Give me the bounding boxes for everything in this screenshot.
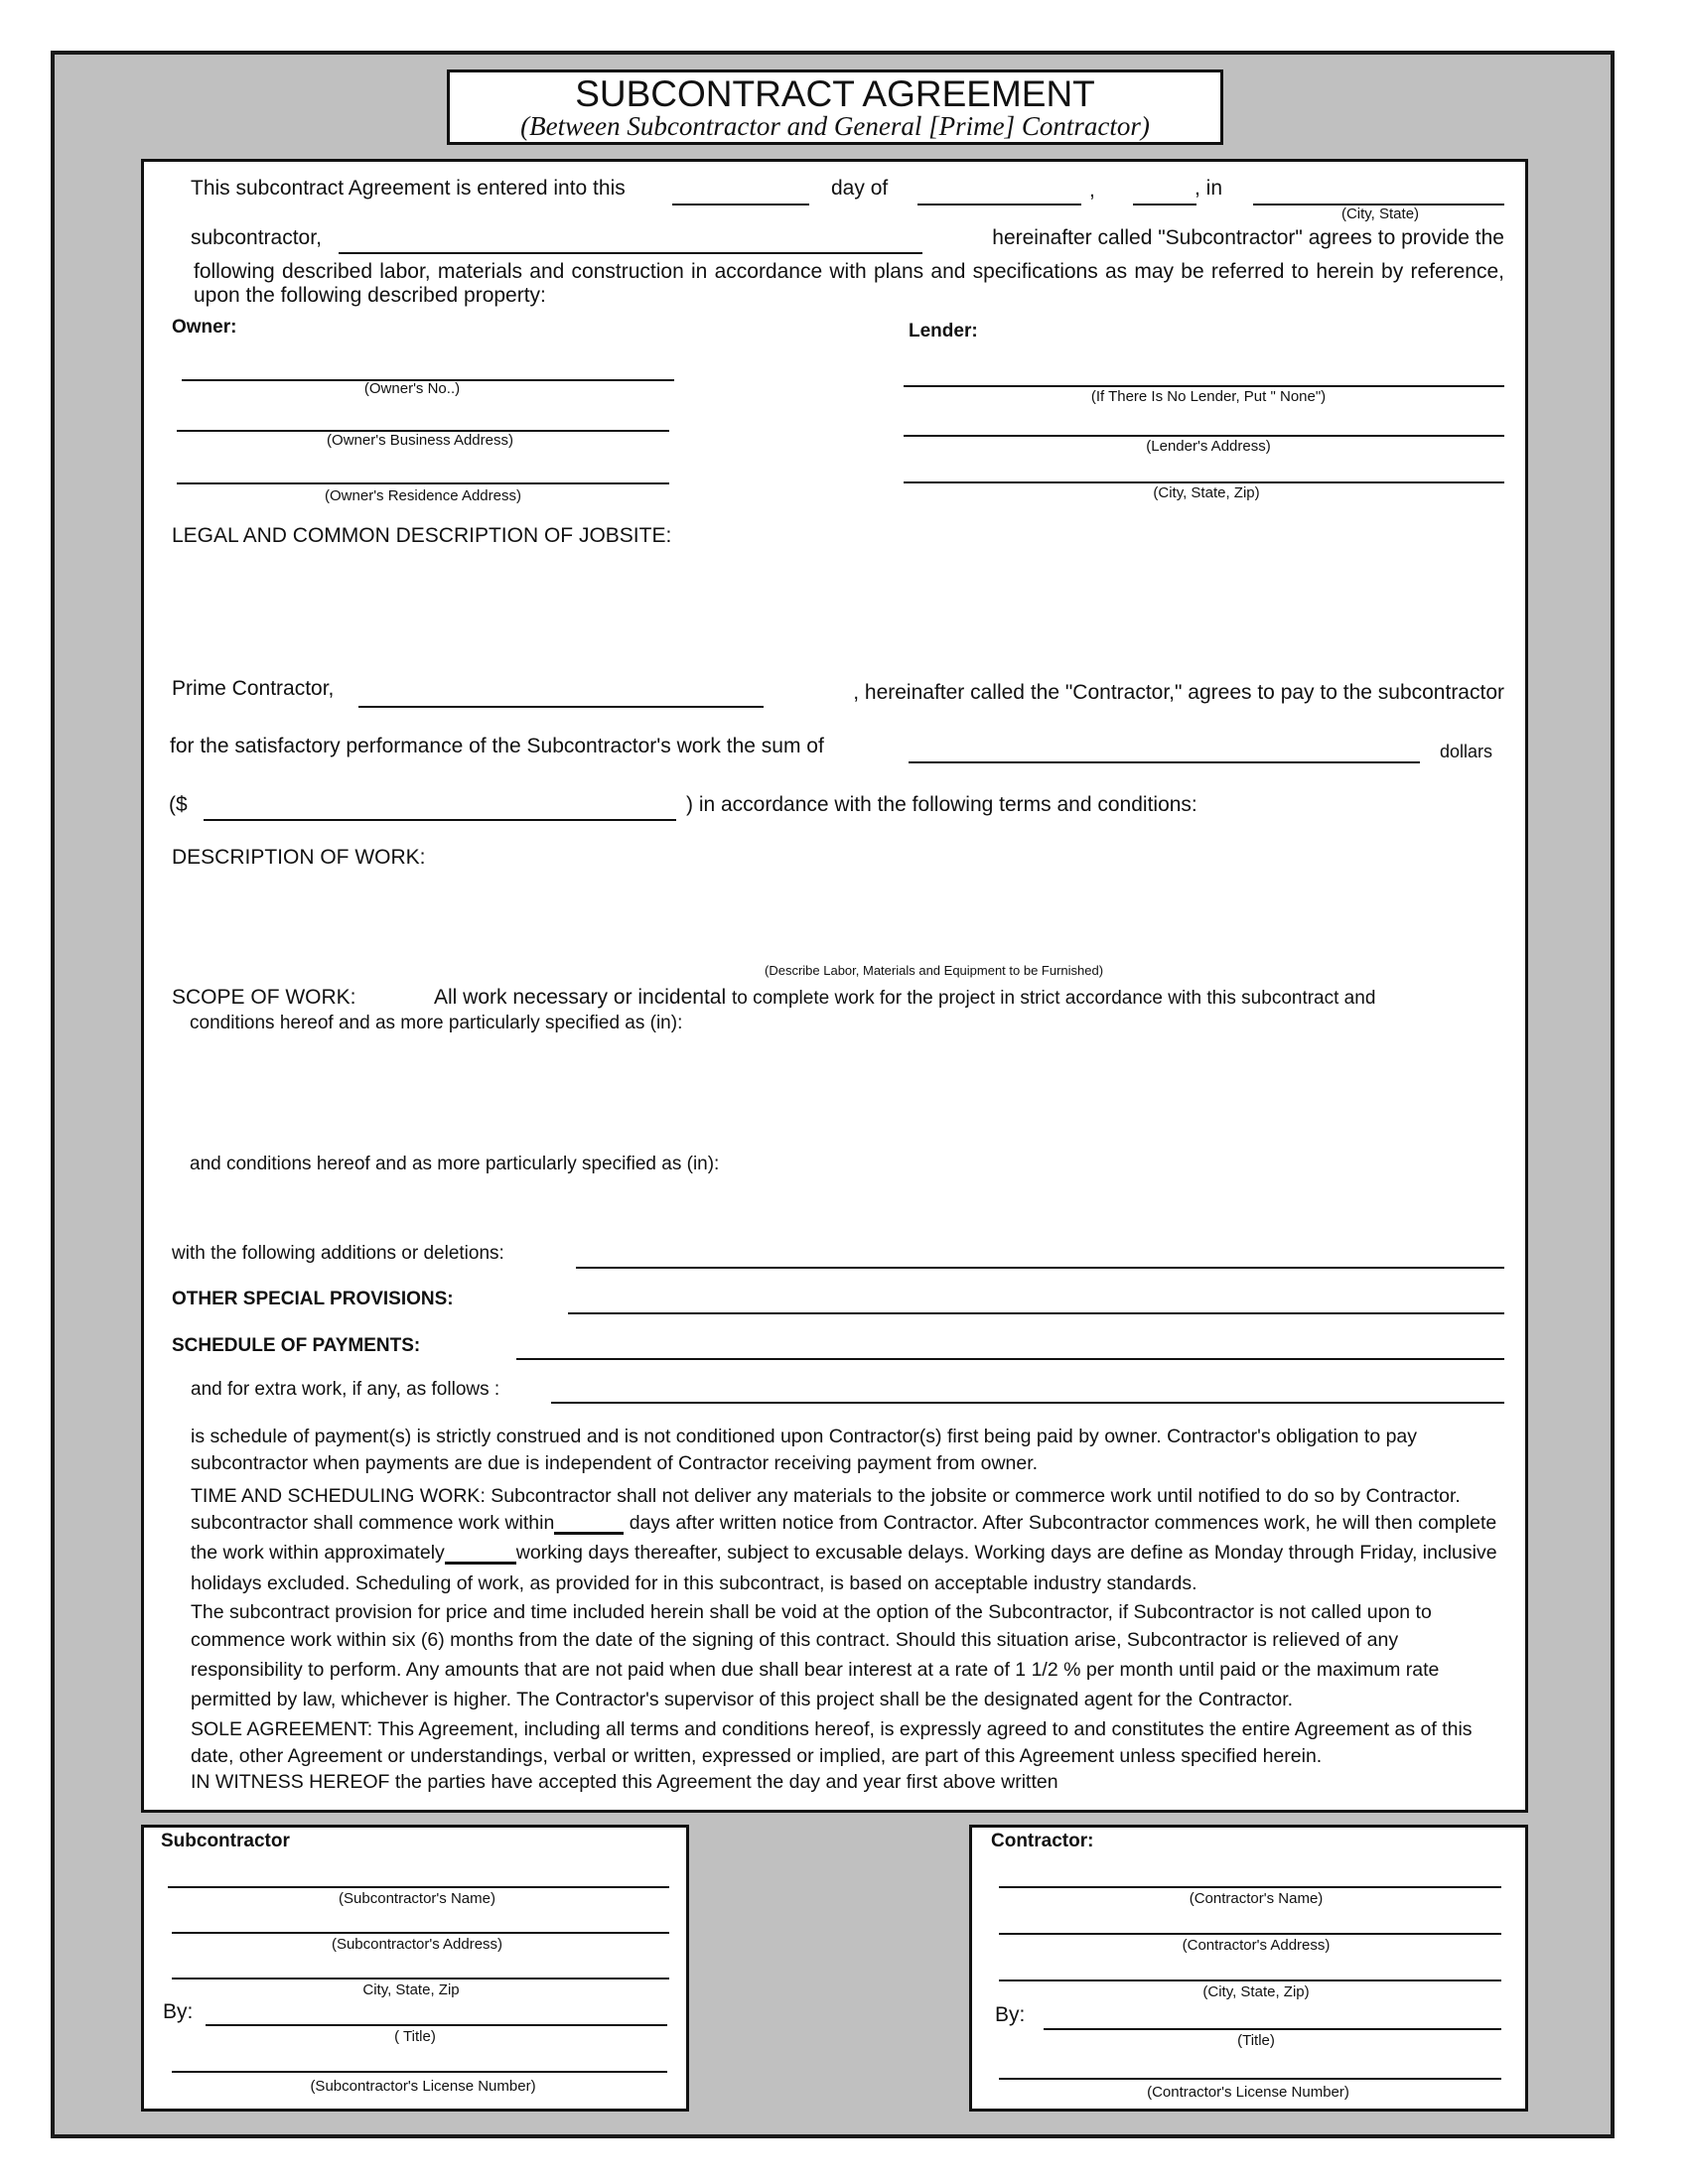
scope-line-2: conditions hereof and as more particularly specified as (in): xyxy=(190,1013,683,1033)
sum-words-field[interactable] xyxy=(909,761,1420,763)
sub-city-field[interactable] xyxy=(172,1978,669,1979)
terms-text: the work within approximately xyxy=(191,1542,445,1564)
extra-work-label: and for extra work, if any, as follows : xyxy=(191,1379,500,1400)
scope-text-b: to complete work for the project in strict accordance with this subcontract and xyxy=(731,988,1376,1009)
owner-no-label: (Owner's No..) xyxy=(363,380,461,397)
terms-text: permitted by law, xyxy=(191,1689,337,1710)
sub-name-field[interactable] xyxy=(168,1886,669,1888)
contractor-signature-box xyxy=(969,1825,1528,2112)
terms-line xyxy=(191,1512,1504,1535)
jobsite-heading: LEGAL AND COMMON DESCRIPTION OF JOBSITE: xyxy=(172,524,672,547)
scope-text xyxy=(434,986,1375,1011)
dollar-sign-text: ($ xyxy=(169,793,188,816)
sub-address-label: (Subcontractor's Address) xyxy=(331,1936,503,1953)
day-of-text: day of xyxy=(831,177,889,200)
owner-residence-address-label: (Owner's Residence Address) xyxy=(325,487,521,504)
additions-field[interactable] xyxy=(576,1267,1504,1269)
terms-line: date, other Agreement or understandings, verbal or written, expressed or implied, are part of this Agreement unless specified herein. xyxy=(191,1745,1323,1767)
subcontractor-sign-label: Subcontractor xyxy=(161,1831,290,1851)
terms-line: commence work within six (6) months from the date of the signing of this contract. Should this situation arise, Subcontractor is relieved of any xyxy=(191,1629,1399,1651)
terms-line: responsibility to perform. Any amounts that are not paid when due shall bear interest at a rate of 1 1/2 % per month until paid or the maximum rate xyxy=(191,1659,1440,1681)
terms-line: SOLE AGREEMENT: This Agreement, including all terms and conditions hereof, is expressly agreed to and constitutes the entire Agreement as of this xyxy=(191,1718,1473,1740)
extra-work-field[interactable] xyxy=(551,1402,1504,1404)
terms-text: working days thereafter, subject to excusable delays. Working days are define as Monday through Friday, inclusive xyxy=(515,1542,1497,1564)
owner-residence-address-field[interactable] xyxy=(177,482,669,484)
contractor-sign-label: Contractor: xyxy=(991,1831,1094,1851)
description-heading: DESCRIPTION OF WORK: xyxy=(172,846,426,869)
lender-address-label: (Lender's Address) xyxy=(1146,438,1271,455)
day-field[interactable] xyxy=(672,204,809,205)
con-city-label: (City, State, Zip) xyxy=(1202,1983,1310,2000)
prime-contractor-label: Prime Contractor, xyxy=(172,677,335,700)
hereinafter-text: hereinafter called "Subcontractor" agrees to provide the xyxy=(992,226,1504,249)
terms-line: is schedule of payment(s) is strictly construed and is not conditioned upon Contractor(s) first being paid by owner. Contractor's obligation to pay xyxy=(191,1426,1418,1447)
year-field[interactable] xyxy=(1133,204,1196,205)
scope-heading: SCOPE OF WORK: xyxy=(172,986,356,1009)
sum-text: for the satisfactory performance of the Subcontractor's work the sum of xyxy=(170,735,824,757)
intro-paragraph xyxy=(194,260,1504,308)
description-hint: (Describe Labor, Materials and Equipment to be Furnished) xyxy=(765,963,1104,978)
con-by-label: By: xyxy=(995,2003,1026,2026)
terms-line: holidays excluded. Scheduling of work, as provided for in this subcontract, is based on acceptable industry standards. xyxy=(191,1572,1197,1594)
prime-contractor-field[interactable] xyxy=(358,706,764,708)
sub-city-label: City, State, Zip xyxy=(362,1981,460,1998)
con-license-label: (Contractor's License Number) xyxy=(1147,2084,1349,2101)
con-name-field[interactable] xyxy=(999,1886,1501,1888)
con-address-field[interactable] xyxy=(999,1933,1501,1935)
special-provisions-label: OTHER SPECIAL PROVISIONS: xyxy=(172,1289,454,1309)
con-city-field[interactable] xyxy=(999,1979,1501,1981)
terms-line: The subcontract provision for price and time included herein shall be void at the option of the Subcontractor, if Subcontractor is not called upon to xyxy=(191,1601,1432,1623)
lender-city-field[interactable] xyxy=(904,481,1504,483)
con-title-field[interactable] xyxy=(1044,2028,1501,2030)
commence-days-field[interactable] xyxy=(554,1512,624,1535)
terms-text: days after written notice from Contractor. After Subcontractor commences work, he will then complete xyxy=(629,1512,1497,1534)
sub-license-field[interactable] xyxy=(172,2071,667,2073)
schedule-payments-label: SCHEDULE OF PAYMENTS: xyxy=(172,1335,421,1356)
document-subtitle: (Between Subcontractor and General [Prime] Contractor) xyxy=(520,111,1150,141)
terms-line xyxy=(191,1689,1504,1710)
schedule-payments-field[interactable] xyxy=(516,1358,1504,1360)
terms-text: whichever is higher. The Contractor's supervisor of this project shall be the designated agent for the xyxy=(341,1689,1194,1710)
intro-paragraph-line-2: reference, upon the following described property: xyxy=(194,260,1505,307)
sum-amount-field[interactable] xyxy=(204,819,676,821)
terms-text: subcontractor shall commence work within xyxy=(191,1512,555,1534)
prime-hereinafter-text: , hereinafter called the "Contractor," agrees to pay to the subcontractor xyxy=(853,681,1504,704)
sub-title-field[interactable] xyxy=(206,2024,667,2026)
terms-text: Contractor. xyxy=(1197,1689,1294,1710)
in-text: , in xyxy=(1195,177,1223,200)
special-provisions-field[interactable] xyxy=(568,1312,1504,1314)
sub-license-label: (Subcontractor's License Number) xyxy=(310,2078,536,2095)
intro-paragraph-line-1: following described labor, materials and construction in accordance with plans and specifications as may be referred to herein by xyxy=(194,260,1404,283)
subcontractor-name-field[interactable] xyxy=(339,252,922,254)
comma-text: , xyxy=(1089,179,1095,202)
terms-line: subcontractor when payments are due is independent of Contractor receiving payment from owner. xyxy=(191,1452,1039,1474)
sub-address-field[interactable] xyxy=(172,1932,669,1934)
lender-city-label: (City, State, Zip) xyxy=(1153,484,1260,501)
accordance-text: ) in accordance with the following terms and conditions: xyxy=(686,793,1197,816)
month-field[interactable] xyxy=(917,204,1081,205)
dollars-text: dollars xyxy=(1440,742,1493,761)
sub-title-label: ( Title) xyxy=(394,2028,436,2045)
document-title: SUBCONTRACT AGREEMENT xyxy=(575,73,1095,114)
intro-text: This subcontract Agreement is entered into this xyxy=(191,177,626,200)
sub-name-label: (Subcontractor's Name) xyxy=(339,1890,495,1907)
owner-label: Owner: xyxy=(172,317,237,338)
con-address-label: (Contractor's Address) xyxy=(1182,1937,1331,1954)
working-days-field[interactable] xyxy=(445,1542,516,1565)
lender-label: Lender: xyxy=(909,321,978,341)
subcontractor-signature-box xyxy=(141,1825,689,2112)
scope-text-a: All work necessary or incidental xyxy=(434,986,727,1009)
additions-label: with the following additions or deletions: xyxy=(172,1243,504,1264)
subcontractor-text: subcontractor, xyxy=(191,226,322,249)
lender-name-label: (If There Is No Lender, Put " None") xyxy=(1090,388,1327,405)
city-state-label: (City, State) xyxy=(1340,205,1420,222)
con-license-field[interactable] xyxy=(999,2078,1501,2080)
con-title-label: (Title) xyxy=(1237,2032,1275,2049)
sub-by-label: By: xyxy=(163,2000,194,2023)
lender-address-field[interactable] xyxy=(904,435,1504,437)
scope-line-3: and conditions hereof and as more particularly specified as (in): xyxy=(190,1154,720,1174)
terms-line xyxy=(191,1542,1504,1565)
con-name-label: (Contractor's Name) xyxy=(1189,1890,1324,1907)
owner-business-address-label: (Owner's Business Address) xyxy=(327,432,513,449)
terms-line: IN WITNESS HEREOF the parties have accepted this Agreement the day and year first above written xyxy=(191,1771,1058,1793)
terms-line: TIME AND SCHEDULING WORK: Subcontractor shall not deliver any materials to the jobsite or commerce work until notified to do so by Contractor. xyxy=(191,1485,1461,1507)
lender-name-field[interactable] xyxy=(904,385,1504,387)
